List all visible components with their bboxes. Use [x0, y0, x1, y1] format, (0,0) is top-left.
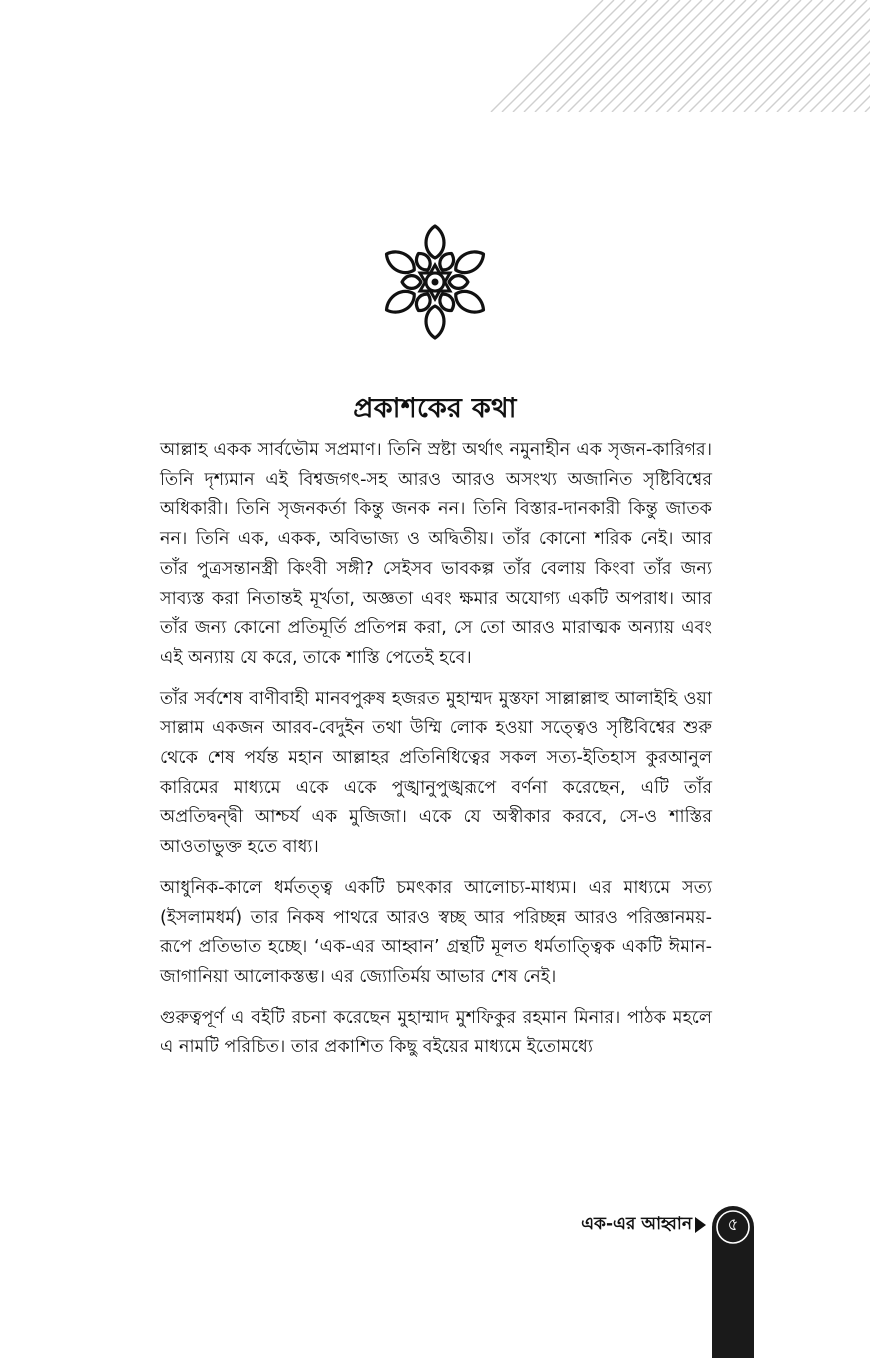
stripe-line	[568, 0, 680, 112]
stripe-line	[488, 0, 504, 112]
stripe-line	[488, 0, 581, 112]
ornament-petal	[451, 246, 488, 278]
page-number: ৫	[727, 1215, 739, 1235]
stripe-line	[645, 0, 757, 112]
stripe-line	[689, 0, 801, 112]
stripe-line	[546, 0, 658, 112]
ornament-inner-petal	[449, 276, 468, 289]
stripe-line	[524, 0, 636, 112]
ornament-petal	[382, 286, 419, 318]
stripe-line	[502, 0, 614, 112]
stripe-line	[711, 0, 823, 112]
stripe-line	[777, 0, 870, 112]
stripe-line	[590, 0, 702, 112]
page-title: প্রকাশকের কথা	[353, 393, 517, 425]
stripe-line	[488, 0, 559, 112]
paragraph: তাঁর সর্বশেষ বাণীবাহী মানবপুরুষ হজরত মুহাম্মদ মুস্তফা সাল্লাল্লাহু আলাইহি ওয়া সাল্লাম একজন আরব-বেদুইন তথা উম্মি লোক হওয়া সত্ত্বেও সৃষ্টিবিশ্বের শুরু থেকে শেষ পর্যন্ত মহান আল্লাহর প্রতিনিধিত্বের সকল সত্য-ইতিহাস কুরআনুল কারিমের মাধ্যমে একে একে পুঙ্খানুপুঙ্খরূপে বর্ণনা করেছেন, এটি তাঁর অপ্রতিদ্বন্দ্বী আশ্চর্য এক মুজিজা। একে যে অস্বীকার করবে, সে-ও শাস্তির আওতাভুক্ত হতে বাধ্য।	[160, 688, 712, 858]
stripe-line	[579, 0, 691, 112]
stripe-line	[623, 0, 735, 112]
triangle-right-icon	[695, 1217, 706, 1233]
ornament-petal	[426, 226, 444, 258]
paragraph: আল্লাহ একক সার্বভৌম সপ্রমাণ। তিনি স্রষ্টা অর্থাৎ নমুনাহীন এক সৃজন-কারিগর। তিনি দৃশ্যমান এই বিশ্বজগৎ-সহ আরও আরও অসংখ্য অজানিত সৃষ্টিবিশ্বের অধিকারী। তিনি সৃজনকর্তা কিন্তু জনক নন। তিনি বিস্তার-দানকারী কিন্তু জাতক নন। তিনি এক, একক, অবিভাজ্য ও অদ্বিতীয়। তাঁর কোনো শরিক নেই। আর তাঁর পুত্রসন্তানস্ত্রী কিংবী সঙ্গী? সেইসব ভাবকল্প তাঁর বেলায় কিংবা তাঁর জন্য সাব্যস্ত করা নিতান্তই মূর্খতা, অজ্ঞতা এবং ক্ষমার অযোগ্য একটি অপরাধ। আর তাঁর জন্য কোনো প্রতিমূর্তি প্রতিপন্ন করা, সে তো আরও মারাত্মক অন্যায় এবং এই অন্যায় যে করে, তাকে শাস্তি পেতেই হবে।	[160, 440, 712, 668]
stripe-line	[656, 0, 768, 112]
paragraph: আধুনিক-কালে ধর্মতত্ত্ব একটি চমৎকার আলোচ্য-মাধ্যম। এর মাধ্যমে সত্য (ইসলামধর্ম) তার নিকষ পাথরে আরও স্বচ্ছ আর পরিচ্ছন্ন আরও পরিজ্ঞানময়-রূপে প্রতিভাত হচ্ছে। ‘এক-এর আহ্বান’ গ্রন্থটি মূলত ধর্মতাত্ত্বিক একটি ঈমান-জাগানিয়া আলোকস্তম্ভ। এর জ্যোতির্ময় আভার শেষ নেই।	[160, 877, 712, 987]
ornament-petal	[382, 246, 419, 278]
stripe-line	[733, 0, 845, 112]
stripe-line	[755, 0, 867, 112]
stripe-line	[535, 0, 647, 112]
stripe-line	[678, 0, 790, 112]
stripe-line	[557, 0, 669, 112]
stripe-line	[488, 0, 493, 112]
stripe-line	[634, 0, 746, 112]
ornament-petal	[451, 286, 488, 318]
stripe-line	[722, 0, 834, 112]
stripe-line	[513, 0, 625, 112]
body-text	[160, 436, 712, 1074]
footer-book-title: এক-এর আহ্বান	[581, 1214, 692, 1234]
stripe-line	[667, 0, 779, 112]
ornament-petal	[426, 306, 444, 338]
ornament-inner-petal	[402, 276, 421, 289]
stripe-line	[488, 0, 515, 112]
stripe-line	[601, 0, 713, 112]
stripe-line	[700, 0, 812, 112]
stripe-line	[491, 0, 603, 112]
diagonal-stripes-pattern	[488, 0, 870, 112]
stripe-line	[744, 0, 856, 112]
stripe-line	[612, 0, 724, 112]
floral-ornament-icon	[375, 222, 495, 342]
paragraph: গুরুত্বপূর্ণ এ বইটি রচনা করেছেন মুহাম্মাদ মুশফিকুর রহমান মিনার। পাঠক মহলে এ নামটি পরিচিত। তার প্রকাশিত কিছু বইয়ের মাধ্যমে ইতোমধ্যে	[160, 1007, 712, 1058]
